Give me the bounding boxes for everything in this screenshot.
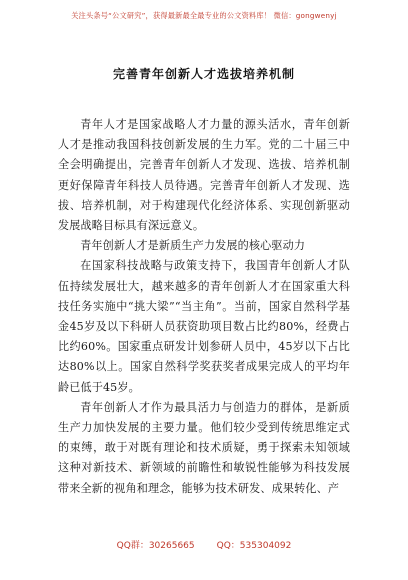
- paragraph-vitality: 青年创新人才作为最具活力与创造力的群体，是新质生产力加快发展的主要力量。他们较少受到传统思维定式的束缚，敢于对既有理论和技术质疑，勇于探索未知领域这种对新技术、新领域的前瞻性和敏锐性能够为科技发展带来全新的视角和理念，能够为技术研发、成果转化、产: [58, 400, 350, 495]
- section-heading: 青年创新人才是新质生产力发展的核心驱动力: [80, 239, 306, 253]
- paragraph-intro: 青年人才是国家战略人才力量的源头活水，青年创新人才是推动我国科技创新发展的生力军。党的二十届三中全会明确提出，完善青年创新人才发现、选拔、培养机制更好保障青年科技人员待遇。完善青年创新人才发现、选拔、培养机制，对于构建现代化经济体系、实现创新驱动发展战略目标具有深远意义。: [58, 118, 350, 233]
- footer-qq: QQ：535304092: [216, 541, 292, 551]
- paragraph-data: 在国家科技战略与政策支持下，我国青年创新人才队伍持续发展壮大，越来越多的青年创新人才在国家重大科技任务实施中“挑大梁”“当主角”。当前，国家自然科学基金45岁及以下科研人员获资助项目数占比约80%，经费占比约60%。国家重点研发计划参研人员中，45岁以下占比达80%以上。国家自然科学奖获奖者成果完成人的平均年龄已低于45岁。: [58, 259, 350, 394]
- footer-contact: [0, 538, 408, 551]
- header-note: 关注头条号“公文研究”，获得最新最全最专业的公文资料库！ 微信：gongwenyj: [71, 11, 337, 20]
- document-body: [58, 115, 350, 499]
- page-title: 完善青年创新人才选拔培养机制: [112, 67, 295, 81]
- footer-qq-group: QQ群：30265665: [116, 541, 195, 551]
